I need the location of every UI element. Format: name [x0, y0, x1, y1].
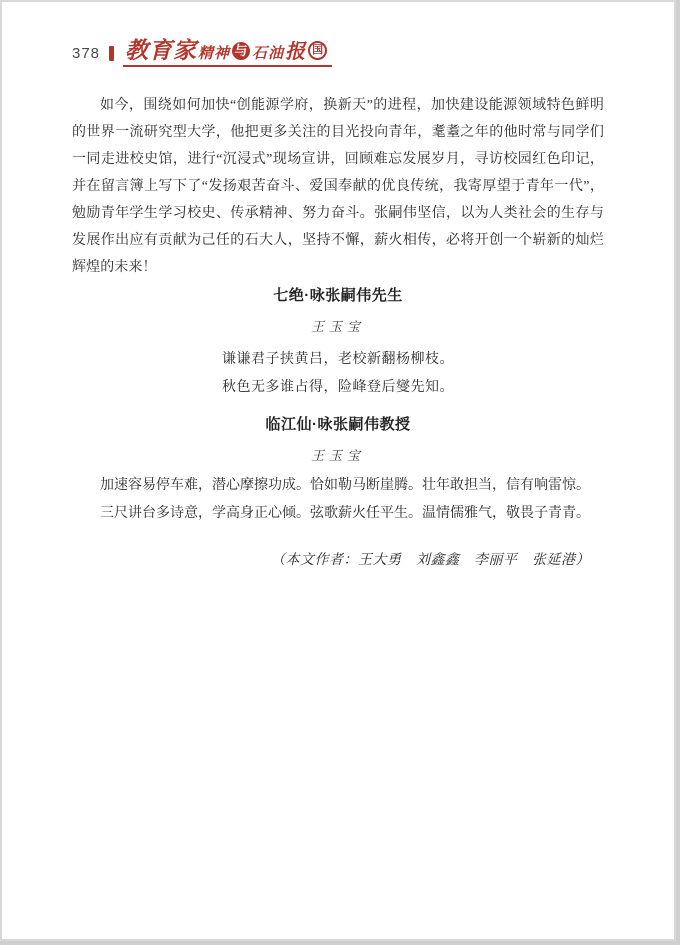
poem1-line: 秋色无多谁占得，险峰登后燮先知。 — [222, 380, 454, 395]
logo-text-educator: 教育家 — [125, 38, 198, 63]
poem1-line: 谦谦君子挟黄吕，老校新翻杨柳枝。 — [222, 352, 454, 367]
poem2-stanza: 三尺讲台多诗意，学高身正心倾。弦歌薪火任平生。温情儒雅气，敬畏子青青。 — [100, 506, 590, 521]
poem2-author: 王玉宝 — [310, 448, 365, 463]
page-header — [72, 40, 604, 66]
body-paragraph: 如今，围绕如何加快“创能源学府，换新天”的进程，加快建设能源领域特色鲜明的世界一流研究型大学，他把更多关注的目光投向青年，耄耋之年的他时常与同学们一同走进校史馆，进行“沉浸式”现场宣讲，回顾难忘发展岁月，寻访校园红色印记，并在留言簿上写下了“发扬艰苦奋斗、爱国奉献的优良传统，我寄厚望于青年一代”，勉励青年学生学习校史、传承精神、努力奋斗。张嗣伟坚信，以为人类社会的生存与发展作出应有贡献为己任的石大人，坚持不懈，薪火相传，必将开创一个崭新的灿烂辉煌的未来！ — [72, 98, 604, 275]
page-number: 378 — [72, 44, 101, 62]
poem1-verses — [72, 346, 604, 402]
logo-ring-char-icon: 国 — [308, 41, 327, 60]
author-attribution: （本文作者：王大勇 刘鑫鑫 李丽平 张延港） — [271, 553, 590, 568]
logo-text-serve: 报 — [285, 41, 307, 63]
logo-text-spirit: 精神 — [198, 46, 231, 62]
poem2-title: 临江仙·咏张嗣伟教授 — [265, 416, 411, 433]
page-content — [2, 2, 674, 572]
logo-text-petroleum: 石油 — [252, 46, 285, 62]
poem2-stanza: 加速容易停车难，潜心摩擦功成。恰如勒马断崖腾。壮年敢担当，信有响雷惊。 — [100, 478, 590, 493]
header-divider-bar — [109, 46, 114, 61]
poem1-author: 王玉宝 — [310, 319, 365, 334]
poem1-title: 七绝·咏张嗣伟先生 — [273, 287, 403, 304]
journal-logo — [123, 39, 332, 67]
logo-circle-char-icon: 与 — [232, 42, 250, 60]
